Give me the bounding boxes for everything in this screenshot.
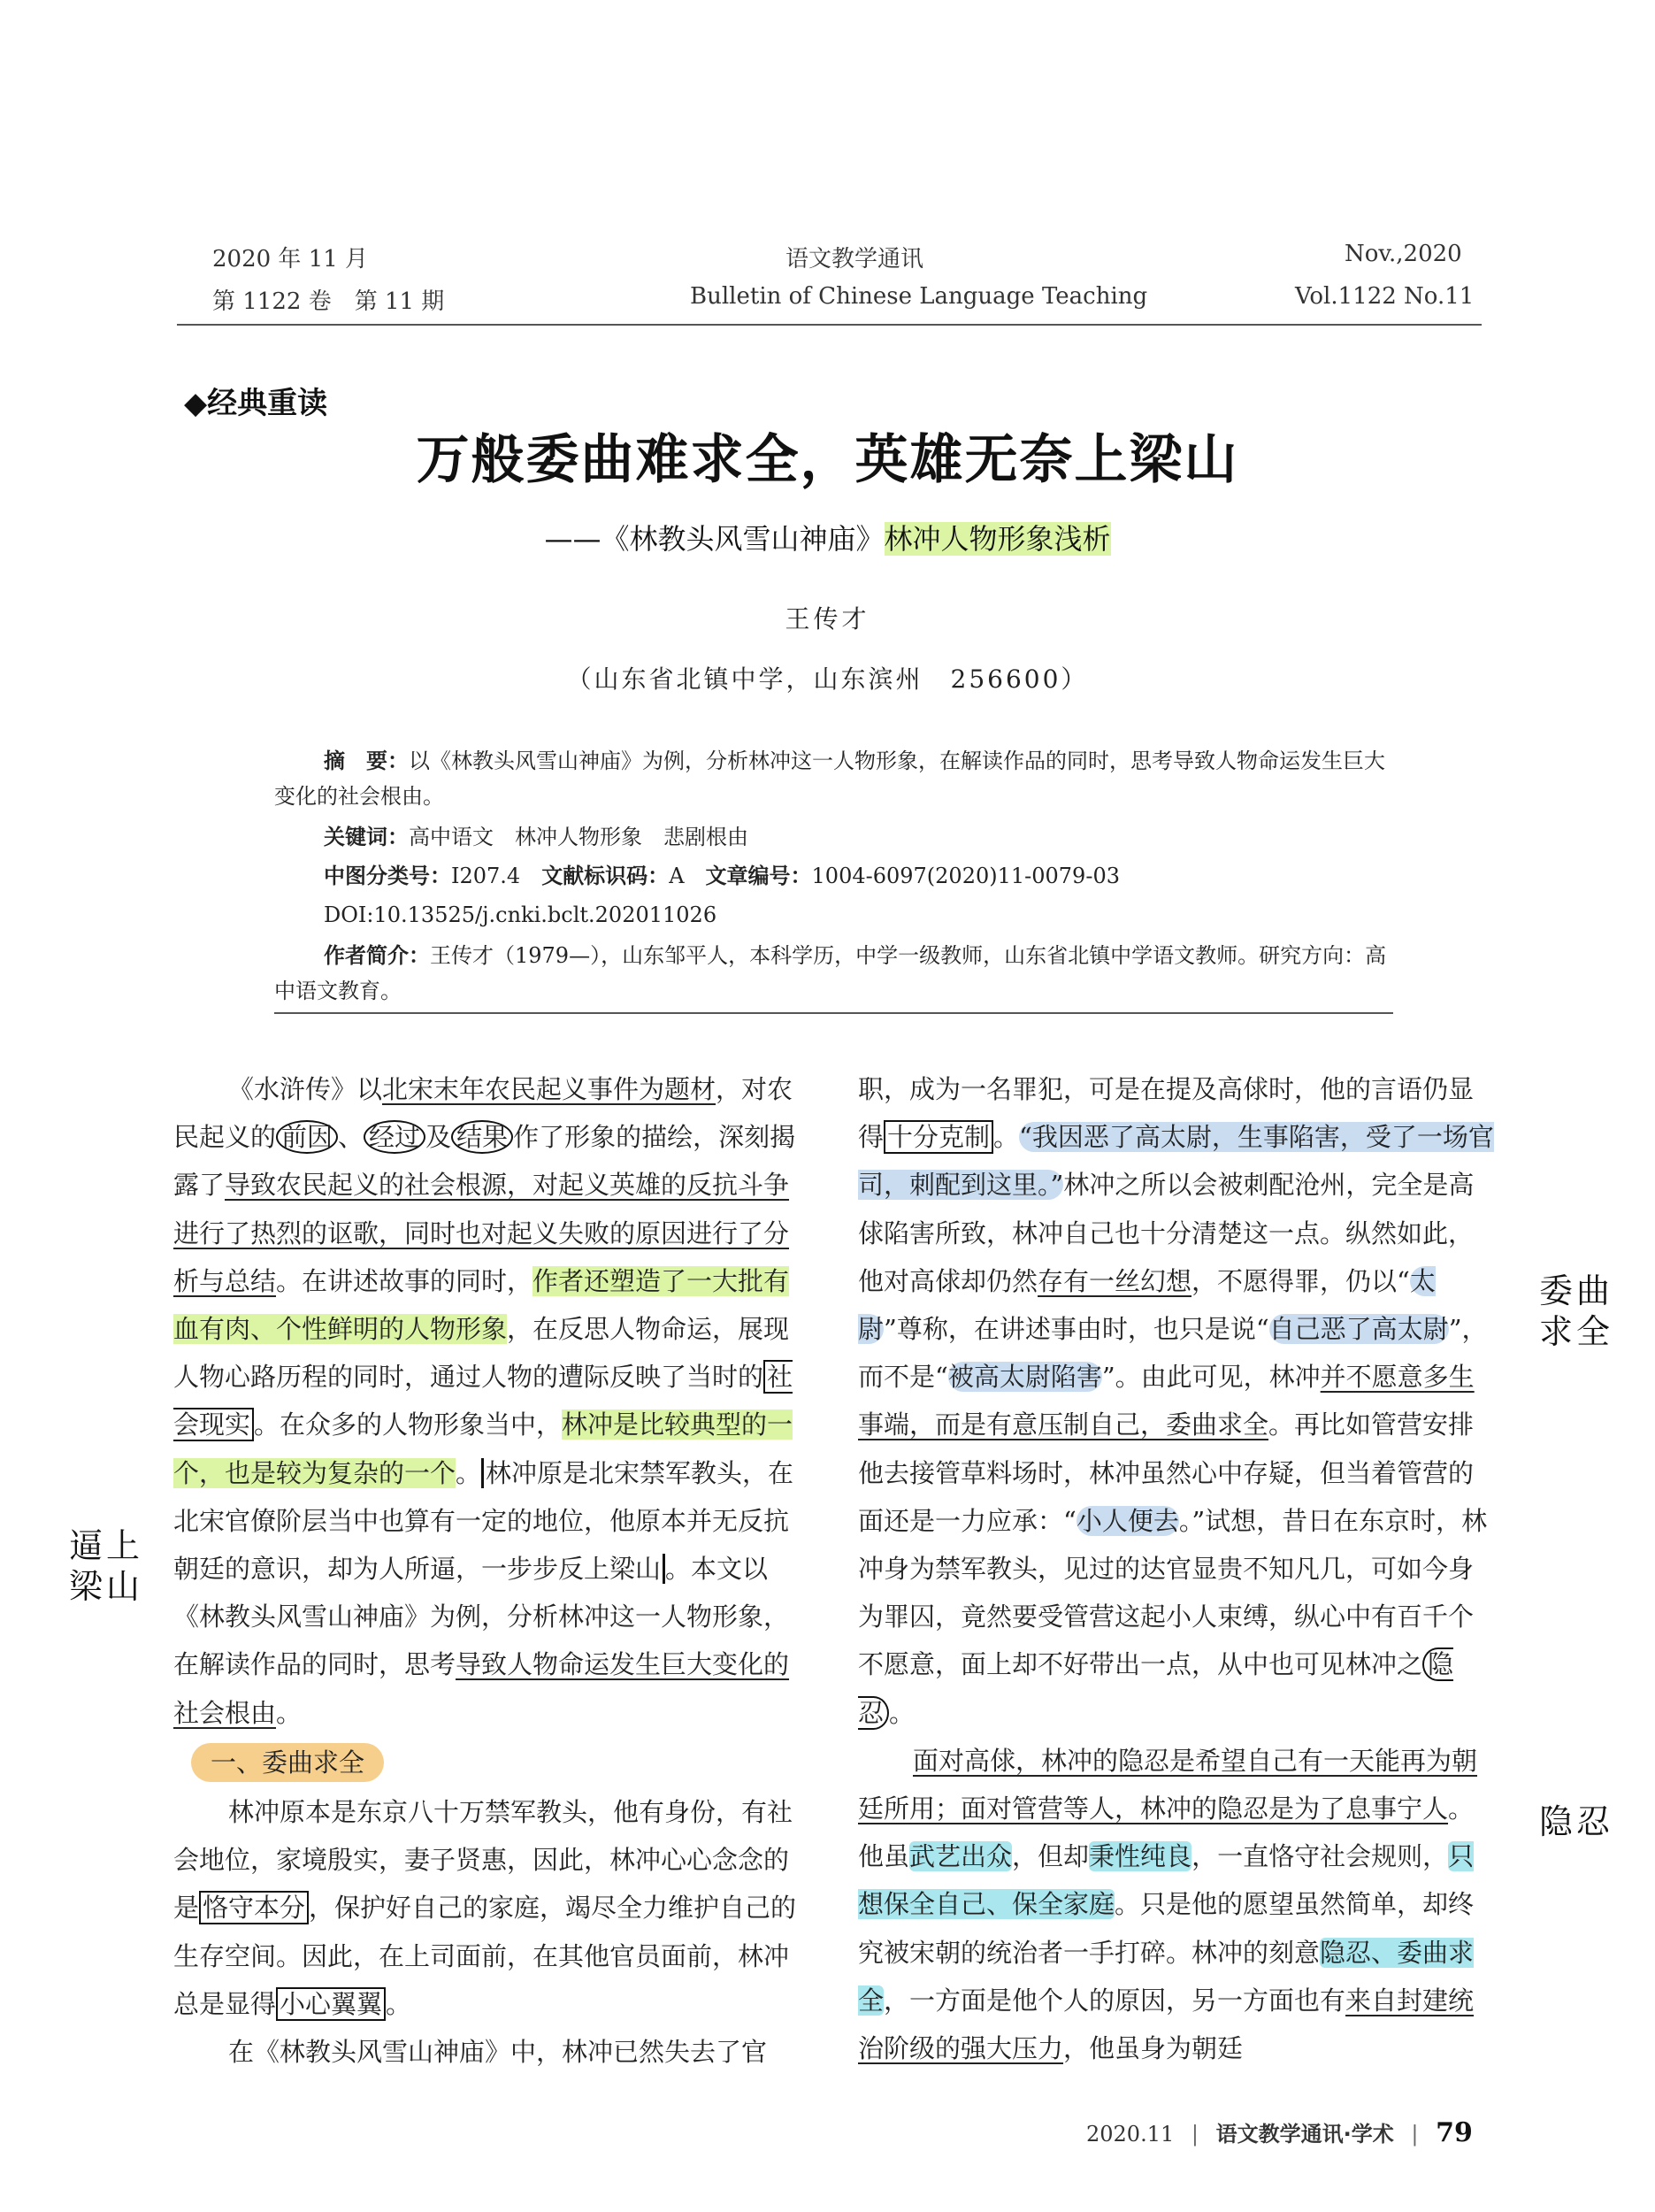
highlighted-text: 林冲是比较典型的一个，也是较为复杂的一个 (173, 1409, 793, 1488)
highlighted-quote: 太尉 (858, 1265, 1436, 1345)
footer (1086, 2116, 1473, 2148)
circled-word: 结果 (451, 1120, 513, 1154)
text-run: 。”试想，昔日在东京时，林冲身为禁军教头，见过的达官显贵不知凡几，可如今身为罪囚，竟然要受管营这起小人束缚，纵心中有百千个不愿意，面上却不好带出一点，从中也可见林冲之 (858, 1505, 1488, 1680)
underlined-text: 来自封建统治阶级的强大压力 (858, 1985, 1475, 2064)
header-volume-cn: 第 1122 卷 第 11 期 (212, 288, 445, 315)
text-run: 《水浒传》以 (228, 1074, 383, 1104)
text-run: 及 (425, 1122, 452, 1153)
section-heading: 一、委曲求全 (191, 1743, 384, 1782)
right-paragraph-2 (858, 1737, 1495, 2072)
left-paragraph-1 (173, 1065, 810, 1737)
highlighted-text: 作者还塑造了一大批有血有肉、个性鲜明的人物形象 (173, 1265, 790, 1345)
text-run: ”。由此可见，林冲 (1101, 1362, 1321, 1393)
boxed-word: 小心翼翼 (276, 1987, 386, 2021)
article-no-value: 1004-6097(2020)11-0079-03 (811, 864, 1120, 888)
circled-word: 经过 (364, 1120, 425, 1154)
doccode-value: A (669, 864, 685, 888)
text-run: 。 (276, 1697, 303, 1728)
underlined-text: 北宋末年农民起义事件为题材 (382, 1074, 716, 1104)
text-run: ”，而不是“ (858, 1314, 1488, 1393)
keywords-text: 高中语文 林冲人物形象 悲剧根由 (409, 825, 748, 849)
text-run: 职，成为一名罪犯，可是在提及高俅时，他的言语仍显得 (858, 1074, 1475, 1153)
margin-note-left: 逼上梁山 (69, 1526, 144, 1606)
subtitle-highlight: 林冲人物形象浅析 (884, 522, 1111, 556)
abstract-rule (274, 1012, 1393, 1014)
section-heading-row (173, 1739, 810, 1786)
highlighted-text: 只想保全自己、保全家庭 (858, 1841, 1475, 1920)
underlined-text: 存有一丝幻想 (1038, 1265, 1192, 1296)
highlighted-text: 隐忍、委曲求全 (858, 1937, 1475, 2016)
highlighted-text: 武艺出众 (909, 1841, 1013, 1872)
text-run: 。再比如管营安排他去接管草料场时，林冲虽然心中存疑，但当着管营的面还是一力应承：“ (858, 1409, 1475, 1536)
circled-word: 隐忍 (858, 1649, 1454, 1728)
abstract-text: 以《林教头风雪山神庙》为例，分析林冲这一人物形象，在解读作品的同时，思考导致人物命运发生巨大变化的社会根由。 (274, 749, 1385, 809)
right-paragraph-1 (858, 1065, 1495, 1737)
boxed-word: 恪守本分 (199, 1891, 309, 1924)
footer-journal: 语文教学通讯·学术 (1215, 2122, 1394, 2147)
abstract-label: 摘 要： (324, 749, 409, 773)
text-run: ，一方面是他个人的原因，另一方面也有 (884, 1985, 1346, 2016)
circled-word: 前因 (276, 1120, 338, 1154)
clc-value: I207.4 (451, 864, 521, 888)
text-run: 。他虽 (858, 1793, 1475, 1872)
underlined-text: 导致人物命运发生巨大变化的社会根由 (173, 1649, 790, 1728)
article-title: 万般委曲难求全，英雄无奈上梁山 (416, 429, 1239, 491)
header-rule (177, 324, 1482, 326)
text-run: 。在众多的人物形象当中， (254, 1409, 563, 1440)
bio-label: 作者简介： (324, 943, 430, 968)
right-column (858, 1065, 1495, 2072)
header-journal-cn: 语文教学通讯 (785, 246, 924, 273)
text-run: ，不愿得罪，仍以“ (1191, 1265, 1410, 1296)
left-column (173, 1065, 810, 2076)
footer-separator-2: | (1411, 2122, 1419, 2147)
highlighted-quote: 被高太尉陷害 (947, 1362, 1102, 1393)
text-run: ，一直恪守社会规则， (1191, 1841, 1449, 1872)
abstract (274, 743, 1393, 814)
text-run: ，保护好自己的家庭，竭尽全力维护自己的生存空间。因此，在上司面前，在其他官员面前，林冲总是显得 (173, 1893, 797, 2019)
article-no-label: 文章编号： (705, 864, 812, 888)
left-paragraph-2 (173, 1788, 810, 2028)
text-run: ，但却 (1012, 1841, 1090, 1872)
author-bio (274, 938, 1393, 1009)
highlighted-quote: 小人便去 (1076, 1505, 1179, 1536)
header-date-en: Nov.,2020 (1345, 241, 1462, 267)
boxed-word: 社会现实 (173, 1362, 793, 1440)
doi: DOI:10.13525/j.cnki.bclt.202011026 (324, 902, 717, 927)
boxed-word: 十分克制 (884, 1120, 993, 1154)
footer-date: 2020.11 (1086, 2122, 1175, 2147)
text-run: ，他虽身为朝廷 (1063, 2033, 1244, 2064)
underlined-text: 导致农民起义的社会根源，对起义英雄的反抗斗争进行了热烈的讴歌，同时也对起义失败的原因进行了分析与总结 (173, 1170, 790, 1296)
abstract-block (274, 743, 1393, 1009)
text-run: 。在讲述故事的同时， (276, 1265, 533, 1296)
footer-separator: | (1191, 2122, 1199, 2147)
text-run: 。只是他的愿望虽然简单，却终究被宋朝的统治者一手打碎。林冲的刻意 (858, 1889, 1475, 1968)
classification-line (274, 858, 1393, 894)
header-volume-en: Vol.1122 No.11 (1295, 283, 1475, 310)
article-subtitle (0, 517, 1655, 557)
keywords (274, 819, 1393, 855)
text-run: 作了形象的描绘，深刻揭露了 (173, 1122, 796, 1201)
header-journal-en: Bulletin of Chinese Language Teaching (690, 283, 1148, 310)
text-run: 。 (993, 1122, 1020, 1153)
text-run: ”尊称，在讲述事由时，也只是说“ (884, 1314, 1269, 1345)
text-run: 、 (338, 1122, 364, 1153)
bracketed-text: 林冲原是北宋禁军教头，在北宋官僚阶层当中也算有一定的地位，他原本并无反抗朝廷的意识，却为人所逼，一步步反上梁山 (173, 1457, 794, 1585)
page-number: 79 (1436, 2117, 1473, 2148)
margin-note-right-bottom: 隐忍 (1539, 1802, 1614, 1841)
doccode-label: 文献标识码： (541, 864, 670, 888)
underlined-text: 面对高俅，林冲的隐忍是希望自己有一天能再为朝廷所用；面对管营等人，林冲的隐忍是为了息事宁人 (858, 1745, 1478, 1824)
header-date-cn: 2020 年 11 月 (212, 246, 369, 273)
highlighted-text: 秉性纯良 (1089, 1841, 1192, 1872)
author: 王传才 (785, 604, 870, 634)
keywords-label: 关键词： (324, 825, 409, 849)
bio-text: 王传才（1979—），山东邹平人，本科学历，中学一级教师，山东省北镇中学语文教师。研究方向：高中语文教育。 (274, 943, 1387, 1003)
text-run: ，对农民起义的 (173, 1074, 793, 1153)
underlined-text: 并不愿意多生事端，而是有意压制自己，委曲求全 (858, 1362, 1475, 1440)
highlighted-quote: “我因恶了高太尉，生事陷害，受了一场官司，刺配到这里。” (858, 1122, 1494, 1201)
text-run: 。本文以《林教头风雪山神庙》为例，分析林冲这一人物形象，在解读作品的同时，思考 (173, 1554, 790, 1680)
subtitle-prefix: ——《林教头风雪山神庙》 (544, 522, 885, 556)
highlighted-quote: 自己恶了高太尉 (1268, 1314, 1449, 1345)
text-run: 。 (386, 1988, 412, 2019)
clc-label: 中图分类号： (324, 864, 451, 888)
text-run: 。 (889, 1697, 916, 1728)
text-run: 林冲之所以会被刺配沧州，完全是高俅陷害所致，林冲自己也十分清楚这一点。纵然如此，他对高俅却仍然 (858, 1170, 1475, 1296)
section-tag: ◆经典重读 (184, 386, 328, 421)
text-run: 林冲原本是东京八十万禁军教头，他有身份，有社会地位，家境殷实，妻子贤惠，因此，林冲心心念念的是 (173, 1797, 793, 1924)
text-run: 。 (456, 1457, 482, 1488)
text-run: ，在反思人物命运，展现人物心路历程的同时，通过人物的遭际反映了当时的 (173, 1314, 790, 1393)
left-paragraph-3: 在《林教头风雪山神庙》中，林冲已然失去了官 (228, 2037, 768, 2068)
margin-note-right-top: 委曲求全 (1539, 1271, 1614, 1351)
affiliation: （山东省北镇中学，山东滨州 256600） (566, 664, 1089, 694)
